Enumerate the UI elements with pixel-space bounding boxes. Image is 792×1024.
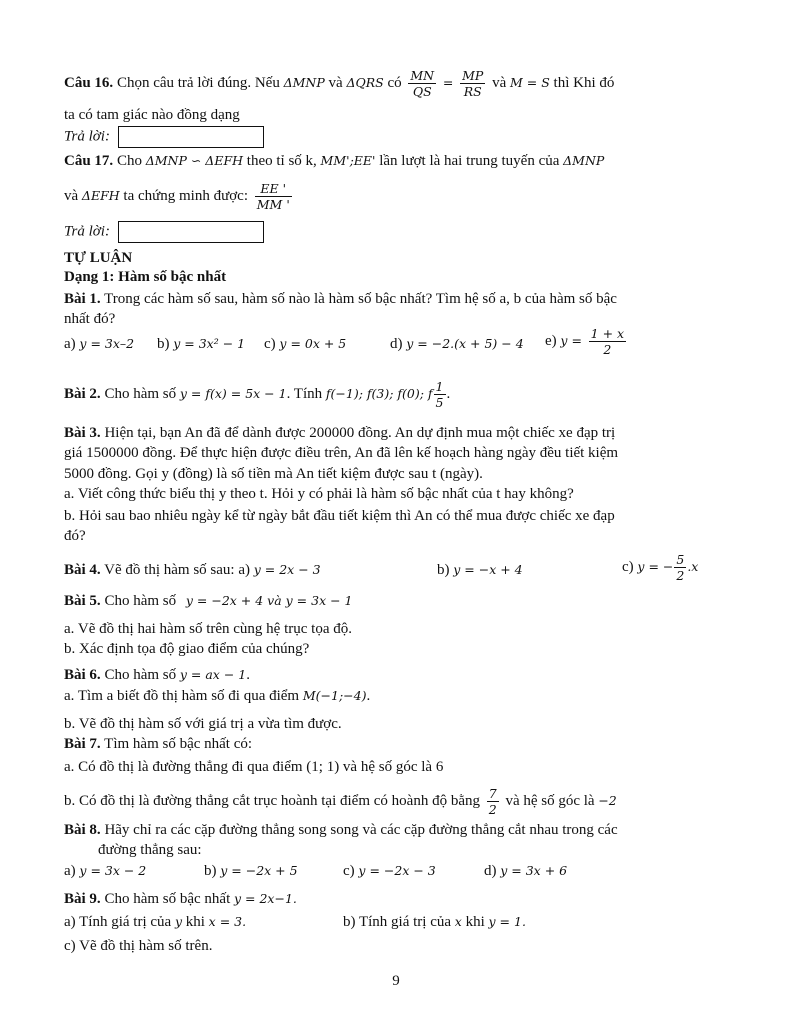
q16-line1 <box>64 68 614 99</box>
b8-label: Bài 8. <box>64 822 101 838</box>
b4-c-num: 5 <box>676 552 685 567</box>
q16-answer-label: Trả lời: <box>64 128 110 145</box>
q16-f1-num: MN <box>410 68 435 83</box>
dang1-heading: Dạng 1: Hàm số bậc nhất <box>64 269 227 285</box>
q17-line1 <box>64 152 604 170</box>
b6-a-end: . <box>366 688 371 704</box>
b5-line <box>64 592 353 610</box>
b8-option-b <box>204 862 298 880</box>
b4-label: Bài 4. <box>64 562 101 578</box>
b6-a-point: M(−1;−4) <box>302 688 367 703</box>
b7-line <box>64 735 252 753</box>
q16-text: Chọn câu trả lời đúng. Nếu <box>116 74 280 91</box>
b8-c: c) <box>343 863 355 879</box>
b2-end: . <box>446 385 451 402</box>
q17-text3: lần lượt là hai trung tuyến của <box>379 153 560 169</box>
b8-b: b) <box>204 863 217 879</box>
b3-part-a: a. Viết công thức biểu thị y theo t. Hỏi y có phải là hàm số bậc nhất của t hay không? <box>64 486 574 502</box>
b4-a-eq: y = 2x − 3 <box>253 562 321 577</box>
b3-line2: giá 1500000 đồng. Để thực hiện được điều trên, An đã lên kế hoạch hàng ngày đều tiết kiệm <box>64 445 619 461</box>
b9-eq: y = 2x−1. <box>234 891 297 906</box>
b7-text: Tìm hàm số bậc nhất có: <box>104 736 253 752</box>
b7-b-num: 7 <box>488 786 497 801</box>
b1-a-eq: y = 3x–2 <box>79 336 135 351</box>
b3-l1: Hiện tại, bạn An đã để dành được 200000 đồng. An dự định mua một chiếc xe đạp trị <box>104 425 616 441</box>
q16-and2: và <box>492 74 507 91</box>
b4-c-lhs: y = − <box>637 558 674 574</box>
b7-b2: và hệ số góc là <box>505 792 595 809</box>
b6-text: Cho hàm số <box>104 667 177 683</box>
b8-a: a) <box>64 863 76 879</box>
q17-text5: ta chứng minh được: <box>123 187 248 204</box>
b2-f-den: 5 <box>435 395 444 410</box>
q17-sim: ΔMNP ∽ ΔEFH <box>145 153 244 168</box>
q16-and: và <box>328 74 343 91</box>
q16-then: thì Khi đó <box>553 74 615 91</box>
b1-a: a) <box>64 336 76 352</box>
b9-part-b <box>343 913 526 931</box>
b9-part-c: c) Vẽ đồ thị hàm số trên. <box>64 938 213 954</box>
b7-part-a: a. Có đồ thị là đường thẳng đi qua điểm (1; 1) và hệ số góc là 6 <box>64 759 444 775</box>
b2-line <box>64 379 450 410</box>
b9-a-cond: x = 3. <box>208 914 247 929</box>
b9-a-khi: khi <box>185 914 205 930</box>
q16-fraction-2 <box>460 68 485 99</box>
b4-c-den: 2 <box>676 568 685 583</box>
b8-c-eq: y = −2x − 3 <box>358 863 436 878</box>
q16-tri2: ΔQRS <box>346 74 384 90</box>
b8-b-eq: y = −2x + 5 <box>220 863 298 878</box>
section-heading: TỰ LUẬN <box>64 250 133 266</box>
b6-eq: y = ax − 1 <box>179 667 247 682</box>
b3-label: Bài 3. <box>64 425 101 441</box>
b5-part-a: a. Vẽ đồ thị hai hàm số trên cùng hệ trục tọa độ. <box>64 621 352 637</box>
b7-b-den: 2 <box>488 802 497 817</box>
b5-label: Bài 5. <box>64 593 101 609</box>
q16-line2: ta có tam giác nào đồng dạng <box>64 107 240 123</box>
b2-text: Cho hàm số <box>104 385 177 402</box>
b3-part-b: b. Hỏi sau bao nhiêu ngày kể từ ngày bắt đầu tiết kiệm thì An có thể mua được chiếc xe đạp <box>64 508 615 524</box>
b3-line3: 5000 đồng. Gọi y (đồng) là số tiền mà An tiết kiệm được sau t (ngày). <box>64 466 483 482</box>
b4-c-fraction <box>674 552 686 583</box>
b1-line1 <box>64 290 617 308</box>
q17-label: Câu 17. <box>64 153 114 169</box>
q17-answer-row <box>64 221 264 243</box>
q17-medians: MM';EE' <box>320 153 376 168</box>
q16-f2-num: MP <box>462 68 484 83</box>
b9-a-y: y <box>174 914 182 929</box>
q17-f-num: EE ' <box>255 181 292 197</box>
q17-text4: và <box>64 187 79 204</box>
b7-b-fraction <box>487 786 499 817</box>
q17-tri: ΔMNP <box>563 153 605 168</box>
q17-answer-label: Trả lời: <box>64 223 110 240</box>
b1-b-eq: y = 3x² − 1 <box>173 336 246 351</box>
q16-answer-row <box>64 126 264 148</box>
b5-eq: y = −2x + 4 và y = 3x − 1 <box>185 593 353 608</box>
b6-line <box>64 666 250 684</box>
b2-eq: y = f(x) = 5x − 1 <box>179 385 287 401</box>
q16-fraction-1 <box>408 68 436 99</box>
b4-text: Vẽ đồ thị hàm số sau: a) <box>104 562 250 578</box>
b6-part-b: b. Vẽ đồ thị hàm số với giá trị a vừa tìm được. <box>64 716 342 732</box>
q16-answer-box[interactable] <box>118 126 264 148</box>
b8-option-a <box>64 862 146 880</box>
b3-part-b-cont: đó? <box>64 528 86 544</box>
q17-f-den: MM ' <box>256 197 290 212</box>
b7-label: Bài 7. <box>64 736 101 752</box>
b7-part-b <box>64 786 617 817</box>
q17-text2: theo tỉ số k, <box>246 153 317 169</box>
b1-d-eq: y = −2.(x + 5) − 4 <box>406 336 524 351</box>
b9-b-khi: khi <box>465 914 485 930</box>
q16-has: có <box>387 74 402 91</box>
b2-label: Bài 2. <box>64 385 101 402</box>
q17-fraction <box>255 181 292 212</box>
b8-a-eq: y = 3x − 2 <box>79 863 147 878</box>
q16-angle-cond: M = S <box>510 74 550 90</box>
b4-b-eq: y = −x + 4 <box>453 562 523 577</box>
b8-line2: đường thẳng sau: <box>98 842 202 858</box>
b9-b-x: x <box>454 914 462 929</box>
b7-b-val: −2 <box>598 792 617 808</box>
q16-f1-den: QS <box>412 84 432 99</box>
b2-calc: . Tính <box>286 385 323 402</box>
b2-fraction <box>434 379 446 410</box>
b1-e: e) <box>545 332 557 349</box>
b1-option-b <box>157 335 245 353</box>
b4-c-x: .x <box>687 558 699 574</box>
b1-option-d <box>390 335 524 353</box>
b4-option-c <box>622 552 698 583</box>
b1-option-e <box>545 326 629 357</box>
b8-option-d <box>484 862 567 880</box>
b1-option-c <box>264 335 346 353</box>
q16-eq: = <box>442 74 454 90</box>
b2-vals: f(−1); f(3); f(0); f <box>325 385 433 401</box>
b9-a-text: a) Tính giá trị của <box>64 914 172 930</box>
b1-e-num: 1 + x <box>590 326 625 341</box>
q17-line2 <box>64 181 295 212</box>
b8-d: d) <box>484 863 497 879</box>
b9-part-a <box>64 913 246 931</box>
b9-text: Cho hàm số bậc nhất <box>104 891 231 907</box>
b9-label: Bài 9. <box>64 891 101 907</box>
b4-c: c) <box>622 558 634 575</box>
b6-label: Bài 6. <box>64 667 101 683</box>
b2-f-num: 1 <box>435 379 444 394</box>
b1-text: Trong các hàm số sau, hàm số nào là hàm số bậc nhất? Tìm hệ số a, b của hàm số bậc <box>104 291 617 307</box>
b9-b-cond: y = 1. <box>488 914 526 929</box>
b4-option-b <box>437 561 523 579</box>
b6-part-a <box>64 687 370 705</box>
b5-text: Cho hàm số <box>104 593 177 609</box>
b9-b-text: b) Tính giá trị của <box>343 914 452 930</box>
b4-line <box>64 561 321 579</box>
b7-b-text: b. Có đồ thị là đường thẳng cắt trục hoành tại điểm có hoành độ bằng <box>64 792 480 809</box>
q16-f2-den: RS <box>463 84 482 99</box>
b6-end: . <box>246 667 250 683</box>
b1-c-eq: y = 0x + 5 <box>279 336 347 351</box>
q17-answer-box[interactable] <box>118 221 264 243</box>
b1-c: c) <box>264 336 276 352</box>
b8-line1 <box>64 821 618 839</box>
b1-e-den: 2 <box>603 342 612 357</box>
b1-line2: nhất đó? <box>64 311 116 327</box>
b1-e-lhs: y = <box>560 332 582 348</box>
b1-label: Bài 1. <box>64 291 101 307</box>
b4-b: b) <box>437 562 450 578</box>
q16-label: Câu 16. <box>64 74 114 91</box>
b1-options <box>64 335 134 353</box>
q17-tri2: ΔEFH <box>81 187 120 203</box>
q17-text1: Cho <box>116 153 142 169</box>
b1-d: d) <box>390 336 403 352</box>
b8-l1: Hãy chỉ ra các cặp đường thẳng song song và các cặp đường thẳng cắt nhau trong các <box>104 822 618 838</box>
q16-tri1: ΔMNP <box>283 74 325 90</box>
b9-line <box>64 890 297 908</box>
b8-option-c <box>343 862 436 880</box>
b5-part-b: b. Xác định tọa độ giao điểm của chúng? <box>64 641 310 657</box>
b8-d-eq: y = 3x + 6 <box>500 863 568 878</box>
b1-b: b) <box>157 336 170 352</box>
b1-e-fraction <box>589 326 626 357</box>
b3-line1 <box>64 424 744 442</box>
b6-a-text: a. Tìm a biết đồ thị hàm số đi qua điểm <box>64 688 300 704</box>
page-number: 9 <box>392 973 400 989</box>
